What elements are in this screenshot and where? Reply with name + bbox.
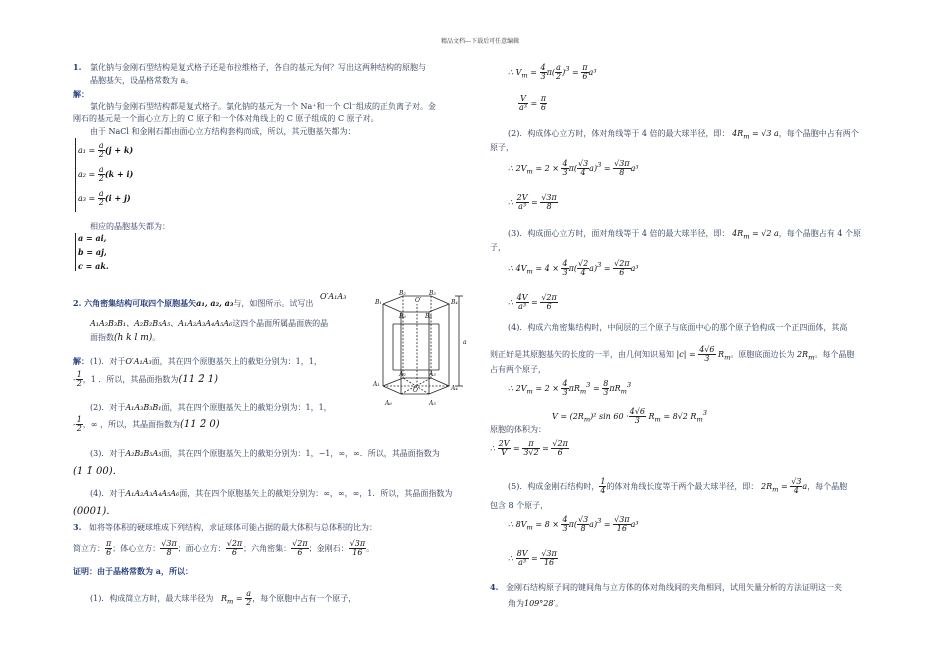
r-text-9: (4)．构成六角密集结构时，中间层的三个原子与底面中心的那个原子恰构成一个正四面体，其高 (508, 323, 848, 332)
label-A4: A₄ (451, 385, 458, 392)
r-eq-7: ∴ $4V_m = 4$ × $\frac{4}{3}$ π( $\frac{√2}{4}$ a)$^3$ = $\frac{√2\pi}{6}$ a³ (508, 259, 639, 278)
prim-vectors-brace (75, 138, 76, 212)
r-text-6b: 子， (490, 243, 506, 252)
proof-label: 证明：由于晶格常数为 a，所以： (73, 566, 193, 576)
q2-line-2: A₁A₃B₃B₁、A₂B₂B₅A₅、A₁A₂A₃A₄A₅A₆这四个晶面所属晶面族的晶 (90, 319, 329, 328)
prim-vector-a3: a₃ = $\frac{a}{2}$ (i + j) (78, 189, 131, 208)
q1-text-2: 晶胞基矢，设晶格常数为 a。 (90, 76, 194, 85)
r-text-11: 占有两个原子， (490, 365, 546, 374)
label-B2: B₂ (399, 290, 406, 297)
r-eq-5: ∴ $\frac{2V}{\text{a³}}$ = $\frac{√3\pi}{8}$ (508, 193, 557, 212)
page-header: 精品文档---下载后可任意编辑 (441, 38, 520, 45)
r-eq-18: ∴ $8V_m = 8$ × $\frac{4}{3}$ π( $\frac{√3}{8}$ a)$^3$ = $\frac{√3\pi}{16}$ a³ (508, 515, 639, 534)
label-B5: B₅ (425, 313, 432, 320)
q1-solution-label: 解： (73, 89, 89, 99)
q2-sol-4-index: (0001)． (73, 506, 117, 517)
r-eq-1: ∴ $V_m$ = $\frac{4}{3}$ π( $\frac{a}{2}$ )$^3$ = $\frac{\pi}{6}$ a³ (508, 63, 597, 82)
q2-sol-4: (4)．对于A₁A₂A₃A₄A₅A₆面，其在四个原胞基矢上的截矩分别为：∞，∞，∞，1．所以，其晶面指数为 (90, 489, 453, 498)
r-text-6: (3)．构成面心立方时，面对角线等于 4 倍的最大球半径，即： $4R_m = √2$ a，每个晶胞占有 4 个原 (508, 229, 861, 241)
r-eq-12: ∴ $2V_m = 2$ × $\frac{4}{3}$ $\pi R_m^3$ = $\frac{8}{3}$ $\pi R_m^3$ (508, 379, 632, 398)
label-O-prime: O′ (415, 297, 422, 304)
r-text-16: (5)．构成金刚石结构时， $\frac{1}{4}$ 的体对角线长度等于两个最大球半径，即： $2R_m$ = $\frac{√3}{4}$ a，每个晶胞 (508, 477, 848, 496)
q3-ratios: 简立方： $\frac{\pi}{6}$ ；体心立方： $\frac{√3\pi}{8}$ ；面心立方： $\frac{√2\pi}{6}$ ；六角密集： $\frac{√2\pi}{6}$ ；金刚石： $\frac{√3\pi}{16}$ 。 (73, 539, 375, 558)
r-text-3: (2)．构成体心立方时，体对角线等于 4 倍的最大球半径，即： $4R_m = √3$ a，每个晶胞中占有两个 (508, 129, 859, 141)
r-eq-19: ∴ $\frac{8V}{\text{a³}}$ = $\frac{√3\pi}{16}$ (508, 549, 557, 568)
label-A3: A₃ (429, 371, 436, 378)
cell-vector-b: b = aj, (78, 247, 107, 257)
q2-line-3: 面指数(h k l m)。 (90, 333, 161, 343)
r-text-3b: 原子， (490, 143, 514, 152)
r-text-10: 则正好是其原胞基矢的长度的一半，由几何知识易知 |c| = $\frac{4√6}{3}$ $R_m$。原胞底面边长为 $2R_m$。每个晶胞 (490, 345, 855, 364)
q2-solution-label: 解： (73, 356, 89, 366)
cell-vector-c: c = ak. (78, 261, 109, 271)
label-B3: B₃ (429, 290, 436, 297)
label-A2: A₂ (399, 371, 406, 378)
label-O: O (413, 387, 418, 394)
r-eq-15: ∴ $\frac{2V}{V}$ = $\frac{\pi}{3√2}$ = $\frac{√2\pi}{6}$ (490, 439, 568, 458)
q1-answer-2: 刚石的基元是一个面心立方上的 C 原子和一个体对角线上的 C 原子组成的 C 原子对。 (73, 114, 379, 123)
q2-plane-oa1a3: O′A₁A₃ (320, 292, 347, 301)
q2-sol-2b: - $\frac{1}{2}$ ，∞ ，所以，其晶面指数为(11 2̄ 0) (73, 415, 220, 434)
cell-vector-a: a = ai, (78, 233, 107, 243)
q2-line-1: 2. 六角密集结构可取四个原胞基矢a₁, a₂, a₃与，如图所示。试写出 (73, 298, 314, 308)
q1-answer-1: 氯化钠与金刚石型结构都是复式格子。氯化钠的基元为一个 Na⁺和一个 Cl⁻组成的正负离子对。金 (90, 102, 436, 111)
r-eq-4: ∴ $2V_m = 2$ × $\frac{4}{3}$ π( $\frac{√3}{4}$ a)$^3$ = $\frac{√3\pi}{8}$ a³ (508, 159, 639, 178)
label-A6: A₆ (385, 400, 392, 407)
q2-sol-1b: - $\frac{1}{2}$ ，1 ．所以，其晶面指数为(11 2̄ 1) (73, 370, 219, 389)
proof-1: (1)．构成简立方时，最大球半径为 $R_m$ = $\frac{a}{2}$ ，每个原胞中占有一个原子， (90, 589, 357, 608)
r-text-17: 包含 8 个原子， (490, 501, 549, 510)
q2-sol-2: (2)．对于A₁A₃B₃B₁面，其在四个原胞基矢上的截矩分别为：1，1， (90, 403, 332, 412)
q4-line-1: 4. 金刚石结构原子间的键间角与立方体的体对角线间的夹角相同，试用矢量分析的方法证明这一夹 (490, 582, 842, 592)
cell-intro: 相应的晶胞基矢都为： (90, 222, 170, 231)
r-eq-13: $V = (2R_m)^2$ sin 60 · $\frac{4√6}{3}$ $R_m = 8√2$ $R_m^3$ (552, 407, 707, 426)
label-B4: B₄ (451, 299, 458, 306)
label-a: a (463, 339, 467, 346)
r-eq-8: ∴ $\frac{4V}{\text{a³}}$ = $\frac{√2\pi}{6}$ (508, 293, 557, 312)
r-text-14: 原胞的体积为： (490, 425, 546, 434)
prim-vector-a2: a₂ = $\frac{a}{2}$ (k + i) (78, 165, 134, 184)
q2-sol-1: (1)．对于O′A₁A₃面，其在四个原胞基矢上的截矩分别为：1，1， (90, 357, 322, 366)
q3-line-1: 3. 如将等体积的硬球堆成下列结构，求证球体可能占据的最大体积与总体积的比为： (73, 522, 377, 532)
q1-text: 氯化钠与金刚石型结构是复式格子还是布拉维格子，各自的基元为何？写出这两种结构的原胞与 (90, 63, 426, 72)
prim-vector-a1: a₁ = $\frac{a}{2}$ (j + k) (78, 141, 134, 160)
q2-sol-3-index: (1 1̄ 00)． (73, 466, 123, 477)
hcp-figure (363, 290, 473, 412)
cell-vectors-brace (75, 233, 76, 271)
q2-sol-3: (3)．对于A₂B₂B₅A₅面，其在四个原胞基矢上的截矩分别为：1，−1，∞，∞．所以，其晶面指数为 (90, 449, 440, 458)
label-A5: A₅ (429, 400, 436, 407)
label-B1: B₁ (375, 299, 382, 306)
r-eq-2: $\frac{V}{\text{a³}}$ = $\frac{\pi}{6}$ (519, 94, 547, 113)
q4-line-2: 角为109°28′。 (508, 599, 564, 608)
label-B6: B₆ (399, 313, 406, 320)
q1-answer-3: 由于 NaCl 和金刚石都由面心立方结构套构而成，所以，其元胞基矢都为： (90, 127, 356, 136)
label-A1: A₁ (373, 381, 380, 388)
q1-number: 1. (73, 62, 82, 72)
